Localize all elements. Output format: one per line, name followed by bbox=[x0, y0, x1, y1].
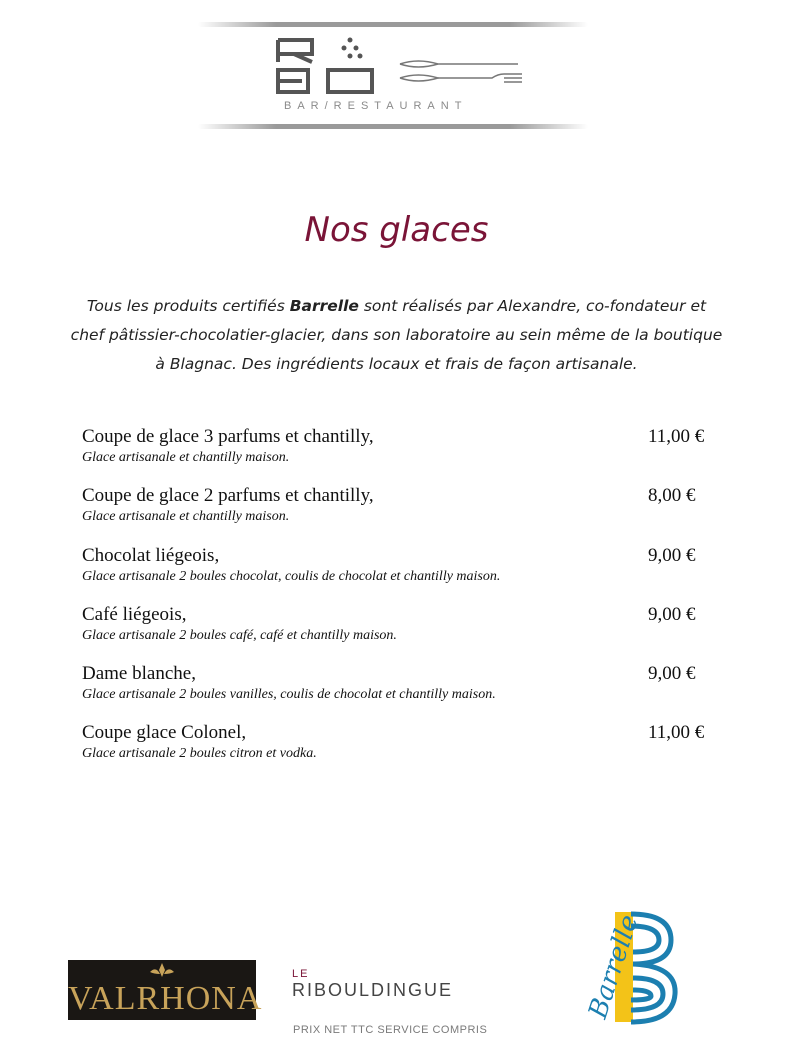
item-price: 9,00 € bbox=[648, 545, 696, 566]
item-price: 11,00 € bbox=[648, 722, 705, 743]
barrelle-text: Barrelle bbox=[583, 911, 645, 1023]
page-title: Nos glaces bbox=[304, 210, 489, 250]
crown-icon bbox=[146, 962, 178, 978]
intro-brand: Barrelle bbox=[289, 297, 359, 315]
ribouldingue-text: RIBOULDINGUE bbox=[292, 980, 454, 1000]
item-price: 9,00 € bbox=[648, 604, 696, 625]
item-price: 8,00 € bbox=[648, 485, 696, 506]
ribouldingue-logo bbox=[292, 968, 492, 1001]
valrhona-text: VALRHONA bbox=[68, 980, 263, 1017]
valrhona-logo bbox=[68, 960, 263, 1020]
item-name: Coupe de glace 2 parfums et chantilly, bbox=[82, 485, 374, 506]
header-bottom-line bbox=[198, 124, 588, 129]
intro-text bbox=[70, 292, 723, 379]
intro-part1: Tous les produits certifiés bbox=[86, 297, 290, 315]
item-name: Coupe glace Colonel, bbox=[82, 722, 247, 743]
menu-item bbox=[82, 722, 722, 762]
ribouldingue-le: LE bbox=[292, 968, 310, 980]
item-desc: Glace artisanale et chantilly maison. bbox=[82, 450, 290, 465]
item-name: Café liégeois, bbox=[82, 604, 187, 625]
item-desc: Glace artisanale et chantilly maison. bbox=[82, 509, 290, 524]
intro-part2: sont réalisés par Alexandre, co-fondateur et chef pâtissier-chocolatier-glacier, dans son laboratoire au sein même de la boutique à Blagnac. Des ingrédients locaux et frais de façon artisanale. bbox=[70, 297, 723, 373]
item-name: Chocolat liégeois, bbox=[82, 545, 220, 566]
item-name: Dame blanche, bbox=[82, 663, 196, 684]
barrelle-logo bbox=[575, 908, 685, 1028]
header-top-line bbox=[198, 22, 588, 27]
menu-item bbox=[82, 485, 722, 525]
item-desc: Glace artisanale 2 boules chocolat, coulis de chocolat et chantilly maison. bbox=[82, 569, 501, 584]
rbd-logo bbox=[272, 36, 382, 96]
menu-item bbox=[82, 545, 722, 585]
item-name: Coupe de glace 3 parfums et chantilly, bbox=[82, 426, 374, 447]
item-desc: Glace artisanale 2 boules citron et vodka. bbox=[82, 746, 317, 761]
logo-subtitle: BAR/RESTAURANT bbox=[284, 100, 468, 112]
menu-item bbox=[82, 604, 722, 644]
menu-item bbox=[82, 426, 722, 466]
cutlery-icon bbox=[398, 58, 528, 86]
item-desc: Glace artisanale 2 boules café, café et chantilly maison. bbox=[82, 628, 397, 643]
item-desc: Glace artisanale 2 boules vanilles, coulis de chocolat et chantilly maison. bbox=[82, 687, 496, 702]
price-note: PRIX NET TTC SERVICE COMPRIS bbox=[293, 1024, 488, 1036]
item-price: 11,00 € bbox=[648, 426, 705, 447]
menu-item bbox=[82, 663, 722, 703]
item-price: 9,00 € bbox=[648, 663, 696, 684]
